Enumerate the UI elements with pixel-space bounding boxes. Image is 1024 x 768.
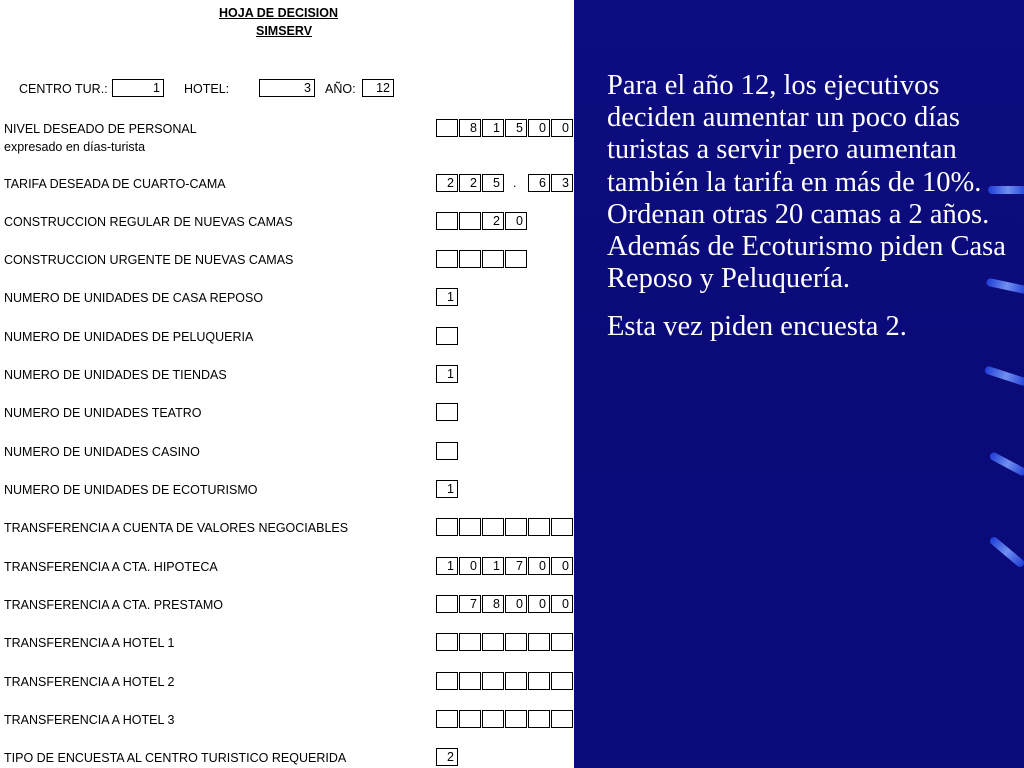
digit-cell[interactable] [459, 250, 481, 268]
digit-cell[interactable] [482, 710, 504, 728]
digit-cell[interactable] [482, 250, 504, 268]
row-label: TRANSFERENCIA A CTA. PRESTAMO [4, 598, 224, 612]
row-label: TRANSFERENCIA A HOTEL 3 [4, 713, 175, 727]
digit-cell[interactable]: 7 [459, 595, 481, 613]
row-label: NUMERO DE UNIDADES TEATRO [4, 406, 202, 420]
row-label: NUMERO DE UNIDADES DE PELUQUERIA [4, 330, 254, 344]
sheet-title: HOJA DE DECISION [219, 6, 339, 20]
row-sublabel: expresado en días-turista [4, 140, 146, 154]
digit-cell[interactable] [436, 212, 458, 230]
digit-cell[interactable] [482, 633, 504, 651]
digit-cell[interactable] [482, 518, 504, 536]
digit-cell[interactable]: 2 [482, 212, 504, 230]
digit-cell[interactable] [551, 672, 573, 690]
digit-cell[interactable]: 1 [436, 480, 458, 498]
digit-cell[interactable] [436, 250, 458, 268]
digit-cell[interactable] [482, 672, 504, 690]
row-label: TRANSFERENCIA A CTA. HIPOTECA [4, 560, 218, 574]
row-label: TRANSFERENCIA A HOTEL 2 [4, 675, 175, 689]
anio-value[interactable]: 12 [362, 79, 394, 97]
digit-cell[interactable] [505, 250, 527, 268]
digit-cell[interactable] [436, 403, 458, 421]
digit-cell[interactable]: 2 [436, 174, 458, 192]
hotel-label: HOTEL: [184, 82, 230, 96]
digit-cell[interactable]: 1 [436, 365, 458, 383]
digit-cell[interactable]: 1 [482, 557, 504, 575]
digit-cell[interactable] [528, 518, 550, 536]
anio-label: AÑO: [325, 82, 356, 96]
digit-cell[interactable] [459, 518, 481, 536]
digit-cell[interactable]: 7 [505, 557, 527, 575]
digit-cell[interactable]: 0 [551, 557, 573, 575]
digit-cell[interactable] [436, 595, 458, 613]
digit-cell[interactable] [436, 442, 458, 460]
digit-cell[interactable]: 1 [436, 288, 458, 306]
digit-cell[interactable]: 0 [551, 119, 573, 137]
digit-cell[interactable] [459, 672, 481, 690]
digit-cell[interactable]: 3 [551, 174, 573, 192]
survey-paragraph: Esta vez piden encuesta 2. [607, 311, 907, 343]
digit-cell[interactable]: 0 [551, 595, 573, 613]
digit-cell[interactable] [505, 672, 527, 690]
hotel-value[interactable]: 3 [259, 79, 315, 97]
row-label: CONSTRUCCION REGULAR DE NUEVAS CAMAS [4, 215, 293, 229]
digit-cell[interactable] [436, 710, 458, 728]
digit-cell[interactable] [505, 518, 527, 536]
digit-cell[interactable]: 0 [505, 212, 527, 230]
digit-cell[interactable] [459, 633, 481, 651]
sheet-subtitle: SIMSERV [256, 24, 313, 38]
digit-cell[interactable] [528, 633, 550, 651]
digit-cell[interactable] [436, 633, 458, 651]
centro-value[interactable]: 1 [112, 79, 164, 97]
digit-cell[interactable] [505, 633, 527, 651]
digit-cell[interactable]: 5 [482, 174, 504, 192]
digit-cell[interactable]: 0 [528, 119, 550, 137]
digit-cell[interactable] [436, 119, 458, 137]
digit-cell[interactable]: 1 [436, 557, 458, 575]
digit-cell[interactable] [505, 710, 527, 728]
row-label: TIPO DE ENCUESTA AL CENTRO TURISTICO REQUERIDA [4, 751, 347, 765]
row-label: TRANSFERENCIA A CUENTA DE VALORES NEGOCIABLES [4, 521, 349, 535]
digit-cell[interactable]: 8 [482, 595, 504, 613]
digit-cell[interactable] [459, 710, 481, 728]
row-label: TARIFA DESEADA DE CUARTO-CAMA [4, 177, 226, 191]
digit-cell[interactable]: 0 [528, 595, 550, 613]
slide-text [607, 70, 1007, 344]
centro-label: CENTRO TUR.: [19, 82, 108, 96]
row-label: NUMERO DE UNIDADES DE ECOTURISMO [4, 483, 258, 497]
digit-cell[interactable]: 2 [459, 174, 481, 192]
digit-cell[interactable]: 1 [482, 119, 504, 137]
digit-cell[interactable] [459, 212, 481, 230]
digit-cell[interactable] [436, 327, 458, 345]
row-label: NUMERO DE UNIDADES CASINO [4, 445, 200, 459]
digit-cell[interactable]: 6 [528, 174, 550, 192]
decimal-separator: . [513, 176, 517, 190]
digit-cell[interactable]: 0 [528, 557, 550, 575]
digit-cell[interactable]: 0 [505, 595, 527, 613]
digit-cell[interactable]: 2 [436, 748, 458, 766]
digit-cell[interactable]: 8 [459, 119, 481, 137]
digit-cell[interactable]: 5 [505, 119, 527, 137]
digit-cell[interactable] [551, 710, 573, 728]
digit-cell[interactable] [436, 518, 458, 536]
digit-cell[interactable] [551, 633, 573, 651]
digit-cell[interactable] [528, 672, 550, 690]
explanation-paragraph: Para el año 12, los ejecutivos deciden aumentar un poco días turistas a servir pero aumentan también la tarifa en más de 10%. Ordenan otras 20 camas a 2 años. Además de Ecoturismo piden Casa Reposo y Peluquería. [607, 70, 1006, 295]
row-label: TRANSFERENCIA A HOTEL 1 [4, 636, 175, 650]
row-label: NUMERO DE UNIDADES DE CASA REPOSO [4, 291, 264, 305]
digit-cell[interactable] [551, 518, 573, 536]
digit-cell[interactable] [436, 672, 458, 690]
row-label: NUMERO DE UNIDADES DE TIENDAS [4, 368, 227, 382]
row-label: NIVEL DESEADO DE PERSONAL [4, 122, 197, 136]
digit-cell[interactable] [528, 710, 550, 728]
row-label: CONSTRUCCION URGENTE DE NUEVAS CAMAS [4, 253, 294, 267]
digit-cell[interactable]: 0 [459, 557, 481, 575]
